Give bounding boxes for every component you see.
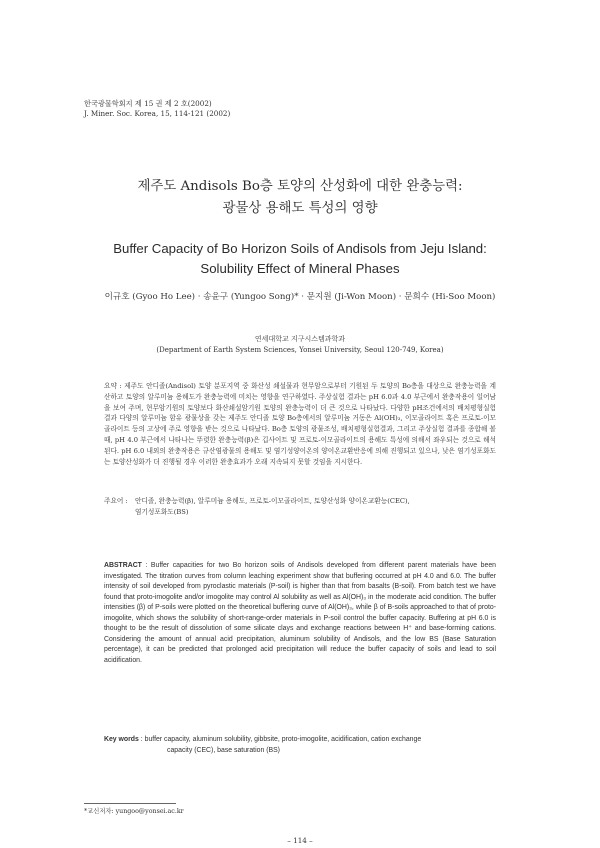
author-list: 이규호 (Gyoo Ho Lee) · 송윤구 (Yungoo Song)* · 문지원 (Ji-Won Moon) · 문희수 (Hi-Soo Moon) (104, 292, 496, 302)
journal-citation-english: J. Miner. Soc. Korea, 15, 114-121 (2002) (84, 109, 231, 118)
english-abstract-text: : Buffer capacities for two Bo horizon soils of Andisols developed from different parent materials have been investigated. The titration curves from column leaching experiment show that buffering occurred at pH 4.0 and 6.0. The buffer intensity of soil developed from pyroclastic materials (P-soil) is higher than that from basalts (B-soil). From batch test we have found that proto-imogolite and/or imogolite may control Al solubility as well as Al(OH)₃ in the moderate acid condition. The buffer intensities (β) of P-soils were plotted on the theoretical buffering curve of Al(OH)₃, while β of B-soils approached to that of proto-imogolite, which shows the solubility of short-range-order materials in P-soil control the buffer capacity. Buffering at pH 6.0 is thought to be the result of dissolution of some silicate clays and exchange reactions between H⁺ and base-forming cations. Considering the amount of annual acid precipitation, aluminum solubility of Andisols, and the low BS (Base Saturation percentage), it can be predicted that prolonged acid precipitation will reduce the buffer capacity of soils and lead to soil acidification. (104, 562, 496, 664)
english-keywords-label: Key words (104, 736, 139, 743)
english-abstract (104, 561, 496, 666)
korean-keywords-line-2: 염기성포화도(BS) (135, 507, 189, 516)
english-title-line-1: Buffer Capacity of Bo Horizon Soils of Andisols from Jeju Island: (113, 241, 487, 256)
journal-citation (84, 99, 230, 119)
korean-abstract: 요약 : 제주도 안디졸(Andisol) 토양 분포지역 중 화산성 쇄설물과 현무암으로부터 기원된 두 토양의 Bo층을 대상으로 완충능력을 계산하고 토양의 알루미늄 용해도가 완충능력에 미치는 영향을 연구하였다. 주상실험 결과는 pH 6.0과 4.0 부근에서 완충작용이 일어남을 보여 주며, 현무암기원의 토양보다 화산쇄설암기원 토양의 완충능력이 더 큰 것으로 나타났다. 다양한 pH조건에서의 배치평형실험 결과 다양의 알루미늄 함유 광물상을 갖는 제주도 안디졸 토양 Bo층에서의 알루미늄 거동은 Al(OH)₃, 이모골라이트 혹은 프로토-이모골라이트 등의 고상에 주로 영향을 받는 것으로 나타났다. Bo층 토양의 광물조성, 배치평형실험결과, 그리고 주상실험 결과를 종합해 볼 때, pH 4.0 부근에서 나타나는 뚜렷한 완충능력(β)은 깁사이트 및 프로토-이모골라이트의 용해도 특성에 의해서 좌우되는 것으로 해석된다. pH 6.0 내외의 완충작용은 규산염광물의 용해도 및 염기성양이온의 양이온교환반응에 의해 진행되고 있으나, 낮은 염기성포화도는 토양산성화가 더 진행될 경우 이러한 완충효과가 오래 지속되지 못할 것임을 지시한다. (104, 382, 496, 466)
korean-keywords-line-1: 안디졸, 완충능력(β), 알루미늄 용해도, 프로토-이모골라이트, 토양산성화 양이온교환능(CEC), (135, 497, 410, 505)
english-keywords-line-1: : buffer capacity, aluminum solubility, gibbsite, proto-imogolite, acidification, cation exchange (140, 736, 422, 743)
page-number: – 114 – (287, 836, 313, 845)
footnote-divider (84, 803, 176, 804)
korean-title-line-2: 광물상 용해도 특성의 영향 (222, 201, 378, 216)
korean-title-line-1: 제주도 Andisols Bo층 토양의 산성화에 대한 완충능력: (137, 179, 463, 194)
affiliation-korean: 연세대학교 지구시스템과학과 (254, 335, 346, 343)
english-keywords-line-2: capacity (CEC), base saturation (BS) (167, 746, 280, 754)
korean-title (60, 176, 540, 220)
affiliation-english: (Department of Earth System Sciences, Yonsei University, Seoul 120-749, Korea) (156, 346, 444, 354)
corresponding-author-footnote: *교신저자: yungoo@yonsei.ac.kr (84, 808, 184, 815)
affiliation (60, 334, 540, 356)
english-keywords (104, 735, 496, 756)
english-title-line-2: Solubility Effect of Mineral Phases (200, 261, 400, 276)
english-abstract-label: ABSTRACT (104, 562, 142, 569)
korean-keywords (104, 496, 496, 518)
journal-citation-korean: 한국광물학회지 제 15 권 제 2 호(2002) (84, 99, 212, 108)
korean-keywords-label: 주요어 : (104, 497, 128, 505)
english-title (60, 239, 540, 279)
